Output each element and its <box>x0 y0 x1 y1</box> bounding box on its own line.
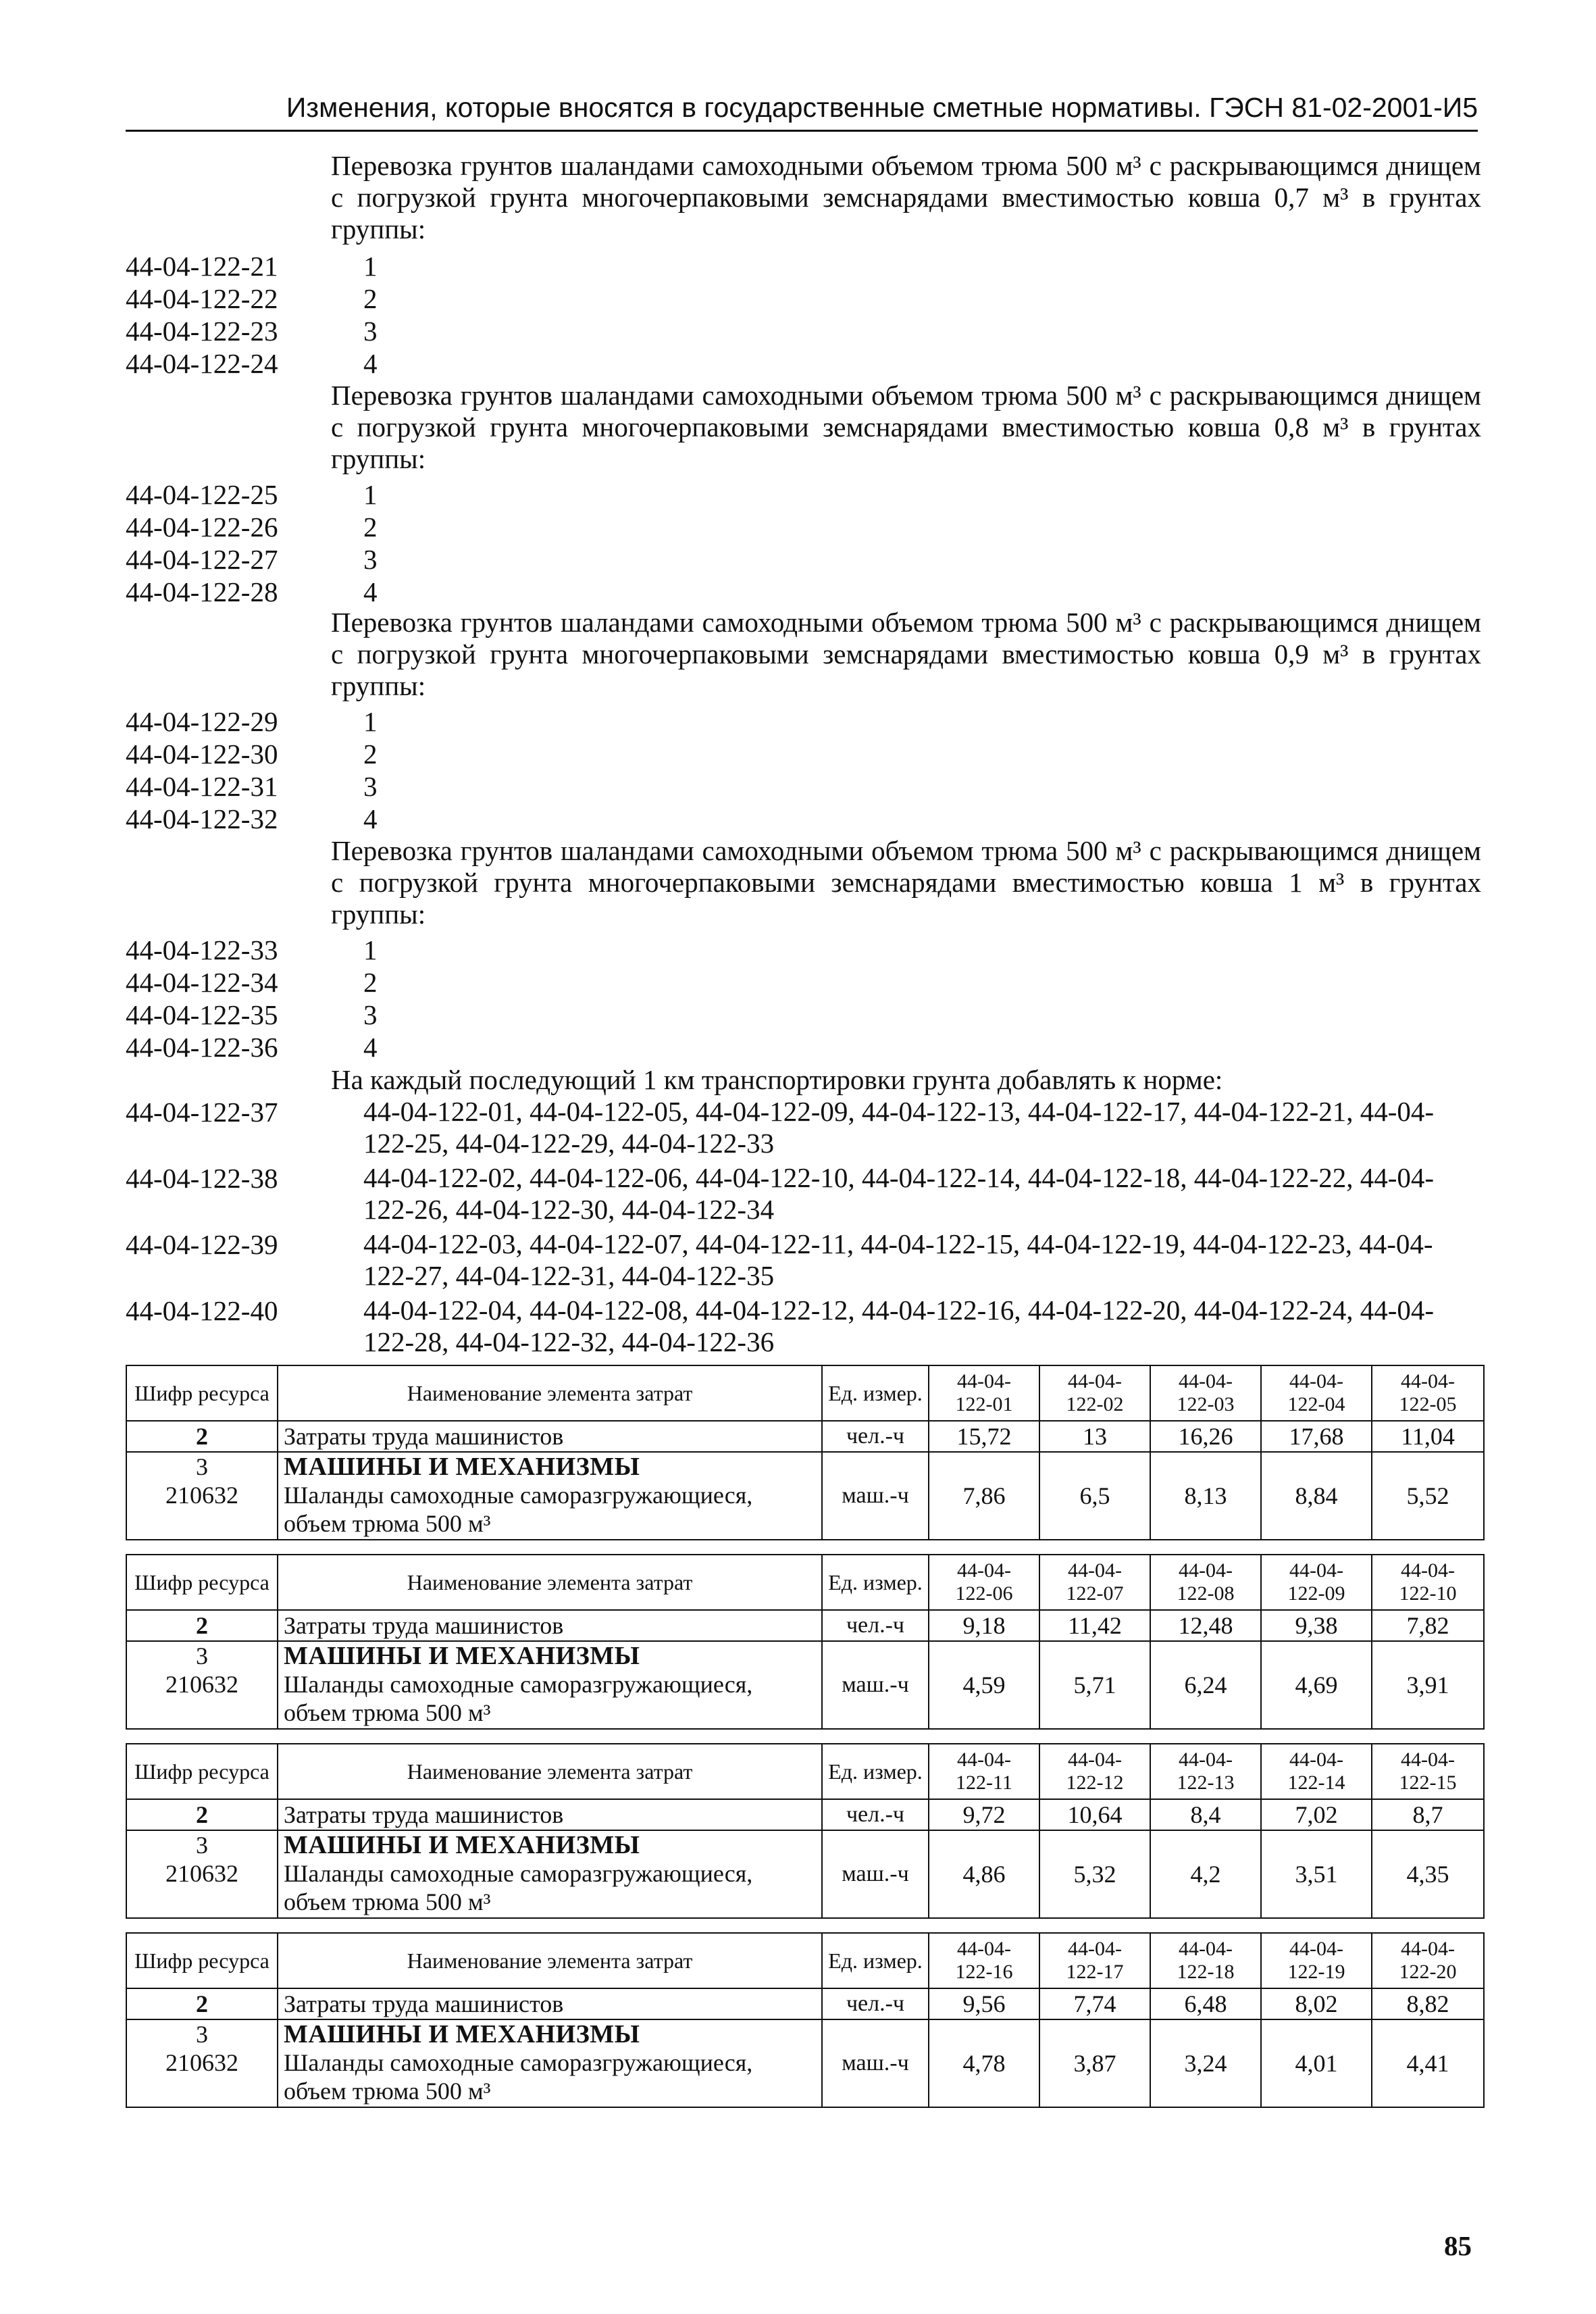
machines-row <box>126 1641 1484 1729</box>
table-header-row <box>126 1365 1484 1421</box>
table-header-row <box>126 1555 1484 1610</box>
resource-table <box>126 1932 1485 2108</box>
resource-code-cell <box>126 1641 278 1729</box>
resource-code: 210632 <box>165 1482 238 1509</box>
labor-row <box>126 1988 1484 2019</box>
header-norm-code: 44-04- 122-03 <box>1150 1365 1261 1421</box>
value-cell: 4,35 <box>1372 1830 1484 1918</box>
header-norm-code: 44-04- 122-11 <box>929 1744 1039 1799</box>
norm-code: 44-04-122-40 <box>126 1295 278 1326</box>
value-cell: 7,82 <box>1372 1610 1484 1641</box>
labor-row <box>126 1421 1484 1452</box>
header-norm-code: 44-04- 122-07 <box>1039 1555 1150 1610</box>
unit: чел.-ч <box>822 1610 929 1641</box>
labor-row <box>126 1610 1484 1641</box>
unit: чел.-ч <box>822 1799 929 1830</box>
labor-row <box>126 1799 1484 1830</box>
soil-group-number: 3 <box>363 771 378 802</box>
group-description: Перевозка грунтов шаландами самоходными объемом трюма 500 м³ с раскрывающимся днищем с погрузкой грунта многочерпаковыми земснарядами вместимостью ковша 0,9 м³ в грунтах группы: <box>331 607 1481 701</box>
norm-code: 44-04-122-30 <box>126 738 278 770</box>
referenced-norms: 44-04-122-02, 44-04-122-06, 44-04-122-10, 44-04-122-14, 44-04-122-18, 44-04-122-22, 44-04-122-26, 44-04-122-30, 44-04-122-34 <box>363 1162 1435 1225</box>
referenced-norms: 44-04-122-03, 44-04-122-07, 44-04-122-11, 44-04-122-15, 44-04-122-19, 44-04-122-23, 44-04-122-27, 44-04-122-31, 44-04-122-35 <box>363 1228 1433 1291</box>
value-cell: 8,13 <box>1150 1452 1261 1540</box>
value-cell: 6,24 <box>1150 1641 1261 1729</box>
value-cell: 4,78 <box>929 2019 1039 2107</box>
section-title: МАШИНЫ И МЕХАНИЗМЫ <box>284 1642 640 1670</box>
section-title: МАШИНЫ И МЕХАНИЗМЫ <box>284 1453 640 1481</box>
unit: маш.-ч <box>822 2019 929 2107</box>
value-cell: 8,7 <box>1372 1799 1484 1830</box>
resource-table <box>126 1554 1485 1730</box>
header-norm-code: 44-04- 122-09 <box>1261 1555 1372 1610</box>
value-cell: 5,32 <box>1039 1830 1150 1918</box>
value-cell: 12,48 <box>1150 1610 1261 1641</box>
value-cell: 3,24 <box>1150 2019 1261 2107</box>
unit: маш.-ч <box>822 1452 929 1540</box>
soil-group-number: 2 <box>363 967 378 998</box>
header-norm-code: 44-04- 122-04 <box>1261 1365 1372 1421</box>
header-norm-code: 44-04- 122-06 <box>929 1555 1039 1610</box>
resource-code: 210632 <box>165 2049 238 2076</box>
value-cell: 6,48 <box>1150 1988 1261 2019</box>
cost-element-cell <box>278 1452 822 1540</box>
resource-code-cell <box>126 1830 278 1918</box>
resource-table <box>126 1743 1485 1919</box>
resource-code: 2 <box>126 1421 278 1452</box>
value-cell: 3,91 <box>1372 1641 1484 1729</box>
header-unit: Ед. измер. <box>822 1933 929 1988</box>
soil-group-number: 3 <box>363 999 378 1030</box>
value-cell: 8,84 <box>1261 1452 1372 1540</box>
norm-code: 44-04-122-28 <box>126 576 278 607</box>
header-norm-code: 44-04- 122-15 <box>1372 1744 1484 1799</box>
soil-group-number: 4 <box>363 803 378 834</box>
machines-row <box>126 2019 1484 2107</box>
soil-group-number: 1 <box>363 251 378 282</box>
value-cell: 6,5 <box>1039 1452 1150 1540</box>
norm-code: 44-04-122-29 <box>126 706 278 737</box>
cost-element-name: Шаланды самоходные саморазгружающиеся, объем трюма 500 м³ <box>284 2049 753 2105</box>
value-cell: 13 <box>1039 1421 1150 1452</box>
unit: чел.-ч <box>822 1421 929 1452</box>
unit: маш.-ч <box>822 1641 929 1729</box>
section-code: 3 <box>196 2021 208 2048</box>
norm-code: 44-04-122-31 <box>126 771 278 802</box>
resource-code: 2 <box>126 1799 278 1830</box>
cost-element-name: Затраты труда машинистов <box>278 1799 822 1830</box>
value-cell: 16,26 <box>1150 1421 1261 1452</box>
machines-row <box>126 1452 1484 1540</box>
header-norm-code: 44-04- 122-12 <box>1039 1744 1150 1799</box>
norm-code: 44-04-122-38 <box>126 1163 278 1194</box>
referenced-norms: 44-04-122-04, 44-04-122-08, 44-04-122-12, 44-04-122-16, 44-04-122-20, 44-04-122-24, 44-04-122-28, 44-04-122-32, 44-04-122-36 <box>363 1294 1435 1357</box>
header-cost-element: Наименование элемента затрат <box>278 1555 822 1610</box>
soil-group-number: 4 <box>363 576 378 607</box>
value-cell: 4,69 <box>1261 1641 1372 1729</box>
section-title: МАШИНЫ И МЕХАНИЗМЫ <box>284 2020 640 2048</box>
soil-group-number: 2 <box>363 283 378 314</box>
value-cell: 7,86 <box>929 1452 1039 1540</box>
value-cell: 8,4 <box>1150 1799 1261 1830</box>
norm-code: 44-04-122-33 <box>126 934 278 965</box>
soil-group-number: 2 <box>363 738 378 770</box>
referenced-norms: 44-04-122-01, 44-04-122-05, 44-04-122-09, 44-04-122-13, 44-04-122-17, 44-04-122-21, 44-04-122-25, 44-04-122-29, 44-04-122-33 <box>363 1096 1435 1159</box>
resource-code: 210632 <box>165 1671 238 1698</box>
header-norm-code: 44-04- 122-17 <box>1039 1933 1150 1988</box>
page-number: 85 <box>1444 2230 1472 2261</box>
soil-group-number: 2 <box>363 511 378 543</box>
norm-code: 44-04-122-27 <box>126 544 278 575</box>
cost-element-name: Шаланды самоходные саморазгружающиеся, объем трюма 500 м³ <box>284 1671 753 1726</box>
unit: маш.-ч <box>822 1830 929 1918</box>
section-code: 3 <box>196 1453 208 1480</box>
table-header-row <box>126 1744 1484 1799</box>
value-cell: 4,2 <box>1150 1830 1261 1918</box>
norm-code: 44-04-122-34 <box>126 967 278 998</box>
header-norm-code: 44-04- 122-18 <box>1150 1933 1261 1988</box>
header-cost-element: Наименование элемента затрат <box>278 1365 822 1421</box>
norm-code: 44-04-122-22 <box>126 283 278 314</box>
cost-element-cell <box>278 2019 822 2107</box>
header-title: Изменения, которые вносятся в государственные сметные нормативы. ГЭСН 81-02-2001-И5 <box>286 92 1478 123</box>
table-header-row <box>126 1933 1484 1988</box>
soil-group-number: 4 <box>363 348 378 379</box>
cost-element-name: Шаланды самоходные саморазгружающиеся, объем трюма 500 м³ <box>284 1482 753 1537</box>
section-code: 3 <box>196 1832 208 1859</box>
header-resource-code: Шифр ресурса <box>126 1365 278 1421</box>
value-cell: 10,64 <box>1039 1799 1150 1830</box>
header-unit: Ед. измер. <box>822 1365 929 1421</box>
soil-group-number: 3 <box>363 316 378 347</box>
norm-code: 44-04-122-32 <box>126 803 278 834</box>
unit: чел.-ч <box>822 1988 929 2019</box>
resource-code: 2 <box>126 1988 278 2019</box>
resource-code-cell <box>126 1452 278 1540</box>
value-cell: 9,38 <box>1261 1610 1372 1641</box>
value-cell: 5,71 <box>1039 1641 1150 1729</box>
soil-group-number: 1 <box>363 479 378 510</box>
soil-group-number: 4 <box>363 1032 378 1063</box>
resource-code-cell <box>126 2019 278 2107</box>
value-cell: 3,87 <box>1039 2019 1150 2107</box>
header-unit: Ед. измер. <box>822 1555 929 1610</box>
value-cell: 7,02 <box>1261 1799 1372 1830</box>
value-cell: 5,52 <box>1372 1452 1484 1540</box>
value-cell: 9,72 <box>929 1799 1039 1830</box>
section-code: 3 <box>196 1642 208 1669</box>
header-norm-code: 44-04- 122-20 <box>1372 1933 1484 1988</box>
norm-code: 44-04-122-25 <box>126 479 278 510</box>
header-norm-code: 44-04- 122-16 <box>929 1933 1039 1988</box>
value-cell: 4,01 <box>1261 2019 1372 2107</box>
value-cell: 4,41 <box>1372 2019 1484 2107</box>
header-norm-code: 44-04- 122-05 <box>1372 1365 1484 1421</box>
norm-code: 44-04-122-35 <box>126 999 278 1030</box>
soil-group-number: 1 <box>363 706 378 737</box>
header-unit: Ед. измер. <box>822 1744 929 1799</box>
machines-row <box>126 1830 1484 1918</box>
value-cell: 11,42 <box>1039 1610 1150 1641</box>
cost-element-cell <box>278 1830 822 1918</box>
group-description: Перевозка грунтов шаландами самоходными объемом трюма 500 м³ с раскрывающимся днищем с погрузкой грунта многочерпаковыми земснарядами вместимостью ковша 0,8 м³ в грунтах группы: <box>331 380 1481 474</box>
norm-code: 44-04-122-23 <box>126 316 278 347</box>
value-cell: 11,04 <box>1372 1421 1484 1452</box>
value-cell: 9,18 <box>929 1610 1039 1641</box>
norm-code: 44-04-122-36 <box>126 1032 278 1063</box>
norm-code: 44-04-122-37 <box>126 1097 278 1128</box>
resource-code: 210632 <box>165 1860 238 1887</box>
norm-code: 44-04-122-21 <box>126 251 278 282</box>
header-norm-code: 44-04- 122-10 <box>1372 1555 1484 1610</box>
header-norm-code: 44-04- 122-19 <box>1261 1933 1372 1988</box>
norm-code: 44-04-122-26 <box>126 511 278 543</box>
norm-code: 44-04-122-24 <box>126 348 278 379</box>
group-description: Перевозка грунтов шаландами самоходными объемом трюма 500 м³ с раскрывающимся днищем с погрузкой грунта многочерпаковыми земснарядами вместимостью ковша 0,7 м³ в грунтах группы: <box>331 150 1481 245</box>
header-resource-code: Шифр ресурса <box>126 1933 278 1988</box>
additional-intro: На каждый последующий 1 км транспортировки грунта добавлять к норме: <box>331 1064 1223 1095</box>
value-cell: 7,74 <box>1039 1988 1150 2019</box>
running-header <box>126 89 1478 132</box>
value-cell: 15,72 <box>929 1421 1039 1452</box>
resource-code: 2 <box>126 1610 278 1641</box>
header-cost-element: Наименование элемента затрат <box>278 1744 822 1799</box>
resource-table <box>126 1365 1485 1540</box>
value-cell: 8,02 <box>1261 1988 1372 2019</box>
header-resource-code: Шифр ресурса <box>126 1744 278 1799</box>
header-norm-code: 44-04- 122-02 <box>1039 1365 1150 1421</box>
value-cell: 4,59 <box>929 1641 1039 1729</box>
cost-element-name: Затраты труда машинистов <box>278 1421 822 1452</box>
header-norm-code: 44-04- 122-13 <box>1150 1744 1261 1799</box>
value-cell: 4,86 <box>929 1830 1039 1918</box>
header-norm-code: 44-04- 122-01 <box>929 1365 1039 1421</box>
cost-element-name: Шаланды самоходные саморазгружающиеся, объем трюма 500 м³ <box>284 1860 753 1915</box>
header-resource-code: Шифр ресурса <box>126 1555 278 1610</box>
value-cell: 8,82 <box>1372 1988 1484 2019</box>
header-cost-element: Наименование элемента затрат <box>278 1933 822 1988</box>
header-norm-code: 44-04- 122-08 <box>1150 1555 1261 1610</box>
value-cell: 17,68 <box>1261 1421 1372 1452</box>
soil-group-number: 3 <box>363 544 378 575</box>
soil-group-number: 1 <box>363 934 378 965</box>
group-description: Перевозка грунтов шаландами самоходными объемом трюма 500 м³ с раскрывающимся днищем с погрузкой грунта многочерпаковыми земснарядами вместимостью ковша 1 м³ в грунтах группы: <box>331 835 1481 930</box>
cost-element-cell <box>278 1641 822 1729</box>
cost-element-name: Затраты труда машинистов <box>278 1988 822 2019</box>
value-cell: 9,56 <box>929 1988 1039 2019</box>
value-cell: 3,51 <box>1261 1830 1372 1918</box>
norm-code: 44-04-122-39 <box>126 1229 278 1260</box>
section-title: МАШИНЫ И МЕХАНИЗМЫ <box>284 1831 640 1859</box>
header-norm-code: 44-04- 122-14 <box>1261 1744 1372 1799</box>
cost-element-name: Затраты труда машинистов <box>278 1610 822 1641</box>
